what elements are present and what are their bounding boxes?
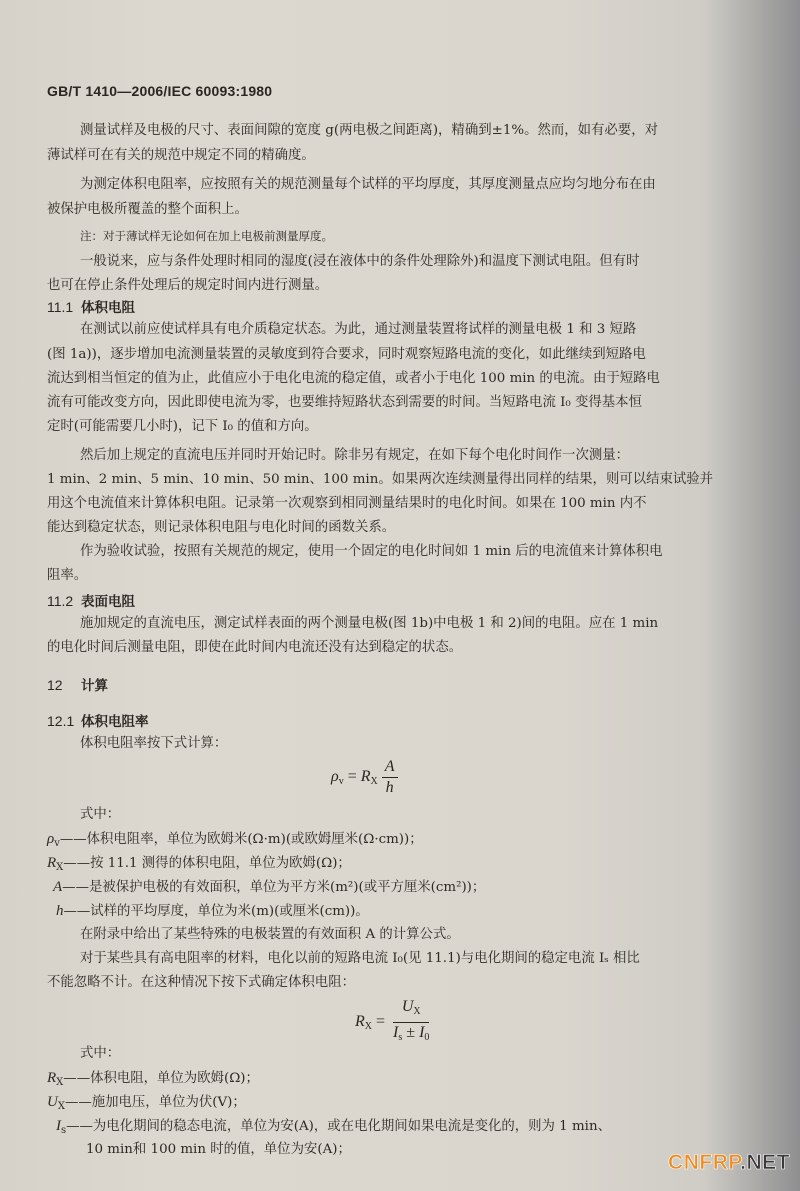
definition-text: ——是被保护电极的有效面积，单位为平方米(m²)(或平方厘米(cm²))； — [62, 880, 486, 895]
fraction-numerator — [393, 998, 429, 1023]
formula-subscript: X — [413, 1006, 421, 1017]
formula-symbol: U — [401, 998, 414, 1015]
formula-symbol: R — [355, 1013, 365, 1031]
paragraph-line: 在测试以前应使试样具有电介质稳定状态。为此，通过测量装置将试样的测量电极 1 和 3 短路 — [80, 322, 637, 337]
watermark-part2: .NET — [740, 1151, 790, 1174]
paragraph-line: 为测定体积电阻率，应按照有关的规范测量每个试样的平均厚度，其厚度测量点应均匀地分布在由 — [80, 177, 656, 192]
paragraph-line: 1 min、2 min、5 min、10 min、50 min、100 min。如果两次连续测量得出同样的结果，则可以结束试验并 — [47, 472, 714, 487]
formula-symbol: I — [393, 1024, 399, 1041]
formula-operator: ± — [402, 1024, 420, 1041]
section-heading-12-1 — [47, 710, 149, 730]
definition-text: ——按 11.1 测得的体积电阻，单位为欧姆(Ω)； — [63, 856, 351, 871]
paragraph-line: 不能忽略不计。在这种情况下按下式确定体积电阻： — [47, 975, 355, 990]
definition-symbol: R — [47, 855, 57, 871]
paragraph-line: (图 1a))，逐步增加电流测量装置的灵敏度到符合要求，同时观察短路电流的变化，如此继续到短路电 — [47, 347, 646, 362]
section-title: 计算 — [81, 678, 108, 694]
formula-subscript: X — [370, 776, 378, 788]
paragraph-line: 体积电阻率按下式计算： — [80, 736, 228, 751]
paragraph-line: 作为验收试验，按照有关规范的规定，使用一个固定的电化时间如 1 min 后的电流值来计算体积电 — [80, 544, 663, 559]
definition-text: ——施加电压，单位为伏(V)； — [64, 1095, 246, 1110]
definition-item — [47, 1068, 259, 1093]
definition-subscript: v — [54, 838, 60, 849]
paragraph-line: 对于某些具有高电阻率的材料，电化以前的短路电流 I₀(见 11.1)与电化期间的稳定电流 Iₛ 相比 — [80, 951, 640, 966]
fraction-denominator — [393, 1023, 429, 1047]
definition-item — [47, 829, 423, 854]
definition-subscript: X — [57, 1101, 65, 1112]
formula-fraction — [393, 998, 429, 1047]
formula-subscript: 0 — [424, 1032, 430, 1043]
definition-text: ——试样的平均厚度，单位为米(m)(或厘米(cm))。 — [63, 904, 369, 919]
formula-symbol: I — [419, 1024, 425, 1041]
definition-symbol: I — [56, 1118, 61, 1134]
paragraph-line: 流达到相当恒定的值为止，此值应小于电化电流的稳定值，或者小于电化 100 min 的电流。由于短路电 — [47, 371, 660, 386]
paragraph-line: 测量试样及电极的尺寸、表面间隙的宽度 g(两电极之间距离)，精确到±1%。然而，如有必要，对 — [80, 123, 658, 138]
definition-item — [56, 901, 369, 922]
section-number: 11.1 — [47, 299, 74, 315]
paragraph-line: 阻率。 — [47, 568, 88, 583]
definition-subscript: X — [56, 1077, 64, 1088]
section-heading-11-2 — [47, 590, 135, 610]
definition-symbol: ρ — [47, 831, 55, 847]
fraction-denominator: h — [385, 779, 394, 796]
watermark-part1: CNFRP — [668, 1151, 741, 1174]
fraction-numerator: A — [382, 758, 398, 778]
formula-volume-resistance — [355, 998, 429, 1047]
section-number: 12 — [47, 677, 63, 693]
section-title: 体积电阻 — [81, 300, 135, 316]
formula-subscript: v — [338, 776, 344, 788]
formula-volume-resistivity — [331, 758, 398, 797]
section-number: 12.1 — [47, 713, 75, 729]
standard-code-header: GB/T 1410—2006/IEC 60093:1980 — [47, 83, 273, 99]
where-label: 式中： — [80, 1046, 121, 1061]
paragraph-line: 用这个电流值来计算体积电阻。记录第一次观察到相同测量结果时的电化时间。如果在 100 min 内不 — [47, 496, 647, 511]
definition-subscript: X — [56, 862, 64, 873]
paragraph-line: 然后加上规定的直流电压并同时开始记时。除非另有规定，在如下每个电化时间作一次测量： — [80, 448, 630, 463]
formula-operator: = — [372, 1013, 390, 1031]
site-watermark-logo — [668, 1151, 790, 1175]
paragraph-line: 定时(可能需要几小时)，记下 I₀ 的值和方向。 — [47, 419, 318, 434]
paragraph-line: 流有可能改变方向，因此即使电流为零，也要维持短路状态到需要的时间。当短路电流 I₀ 变得基本恒 — [47, 395, 642, 410]
definition-text: ——体积电阻率，单位为欧姆米(Ω·m)(或欧姆厘米(Ω·cm))； — [59, 832, 423, 847]
section-heading-12 — [47, 674, 108, 694]
paragraph-line: 一般说来，应与条件处理时相同的湿度(浸在液体中的条件处理除外)和温度下测试电阻。但有时 — [80, 254, 640, 269]
paragraph-line: 在附录中给出了某些特殊的电极装置的有效面积 A 的计算公式。 — [80, 927, 460, 942]
definition-symbol: h — [56, 903, 64, 919]
section-title: 表面电阻 — [81, 594, 135, 610]
paragraph-line: 能达到稳定状态，则记录体积电阻与电化时间的函数关系。 — [47, 520, 396, 535]
paragraph-line: 的电化时间后测量电阻，即使在此时间内电流还没有达到稳定的状态。 — [47, 640, 463, 655]
formula-operator: = — [343, 768, 361, 786]
definition-item — [53, 877, 485, 898]
definition-continuation: 10 min和 100 min 时的值，单位为安(A)； — [86, 1142, 351, 1157]
definition-symbol: A — [53, 879, 63, 895]
paragraph-line: 也可在停止条件处理后的规定时间内进行测量。 — [47, 278, 329, 293]
definition-subscript: s — [61, 1125, 67, 1136]
section-heading-11-1 — [47, 296, 135, 316]
definition-text: ——为电化期间的稳态电流，单位为安(A)，或在电化期间如果电流是变化的，则为 1 min、 — [66, 1119, 611, 1134]
definition-item — [56, 1116, 611, 1141]
formula-subscript: X — [364, 1021, 373, 1033]
definition-symbol: R — [47, 1070, 57, 1086]
definition-item — [47, 853, 351, 878]
definition-symbol: U — [47, 1094, 58, 1110]
section-number: 11.2 — [47, 593, 74, 609]
section-title: 体积电阻率 — [81, 714, 149, 730]
paragraph-line: 薄试样可在有关的规范中规定不同的精确度。 — [47, 148, 315, 163]
formula-symbol: ρ — [331, 768, 339, 786]
definition-item — [47, 1092, 246, 1117]
formula-subscript: s — [398, 1032, 403, 1043]
definition-text: ——体积电阻，单位为欧姆(Ω)； — [63, 1071, 259, 1086]
paragraph-line: 被保护电极所覆盖的整个面积上。 — [47, 202, 248, 217]
note-text: 注：对于薄试样无论如何在加上电极前测量厚度。 — [80, 229, 333, 243]
formula-fraction — [382, 758, 398, 797]
where-label: 式中： — [80, 807, 121, 822]
paragraph-line: 施加规定的直流电压，测定试样表面的两个测量电极(图 1b)中电极 1 和 2)间的电阻。应在 1 min — [80, 616, 659, 631]
formula-symbol: R — [360, 768, 371, 786]
